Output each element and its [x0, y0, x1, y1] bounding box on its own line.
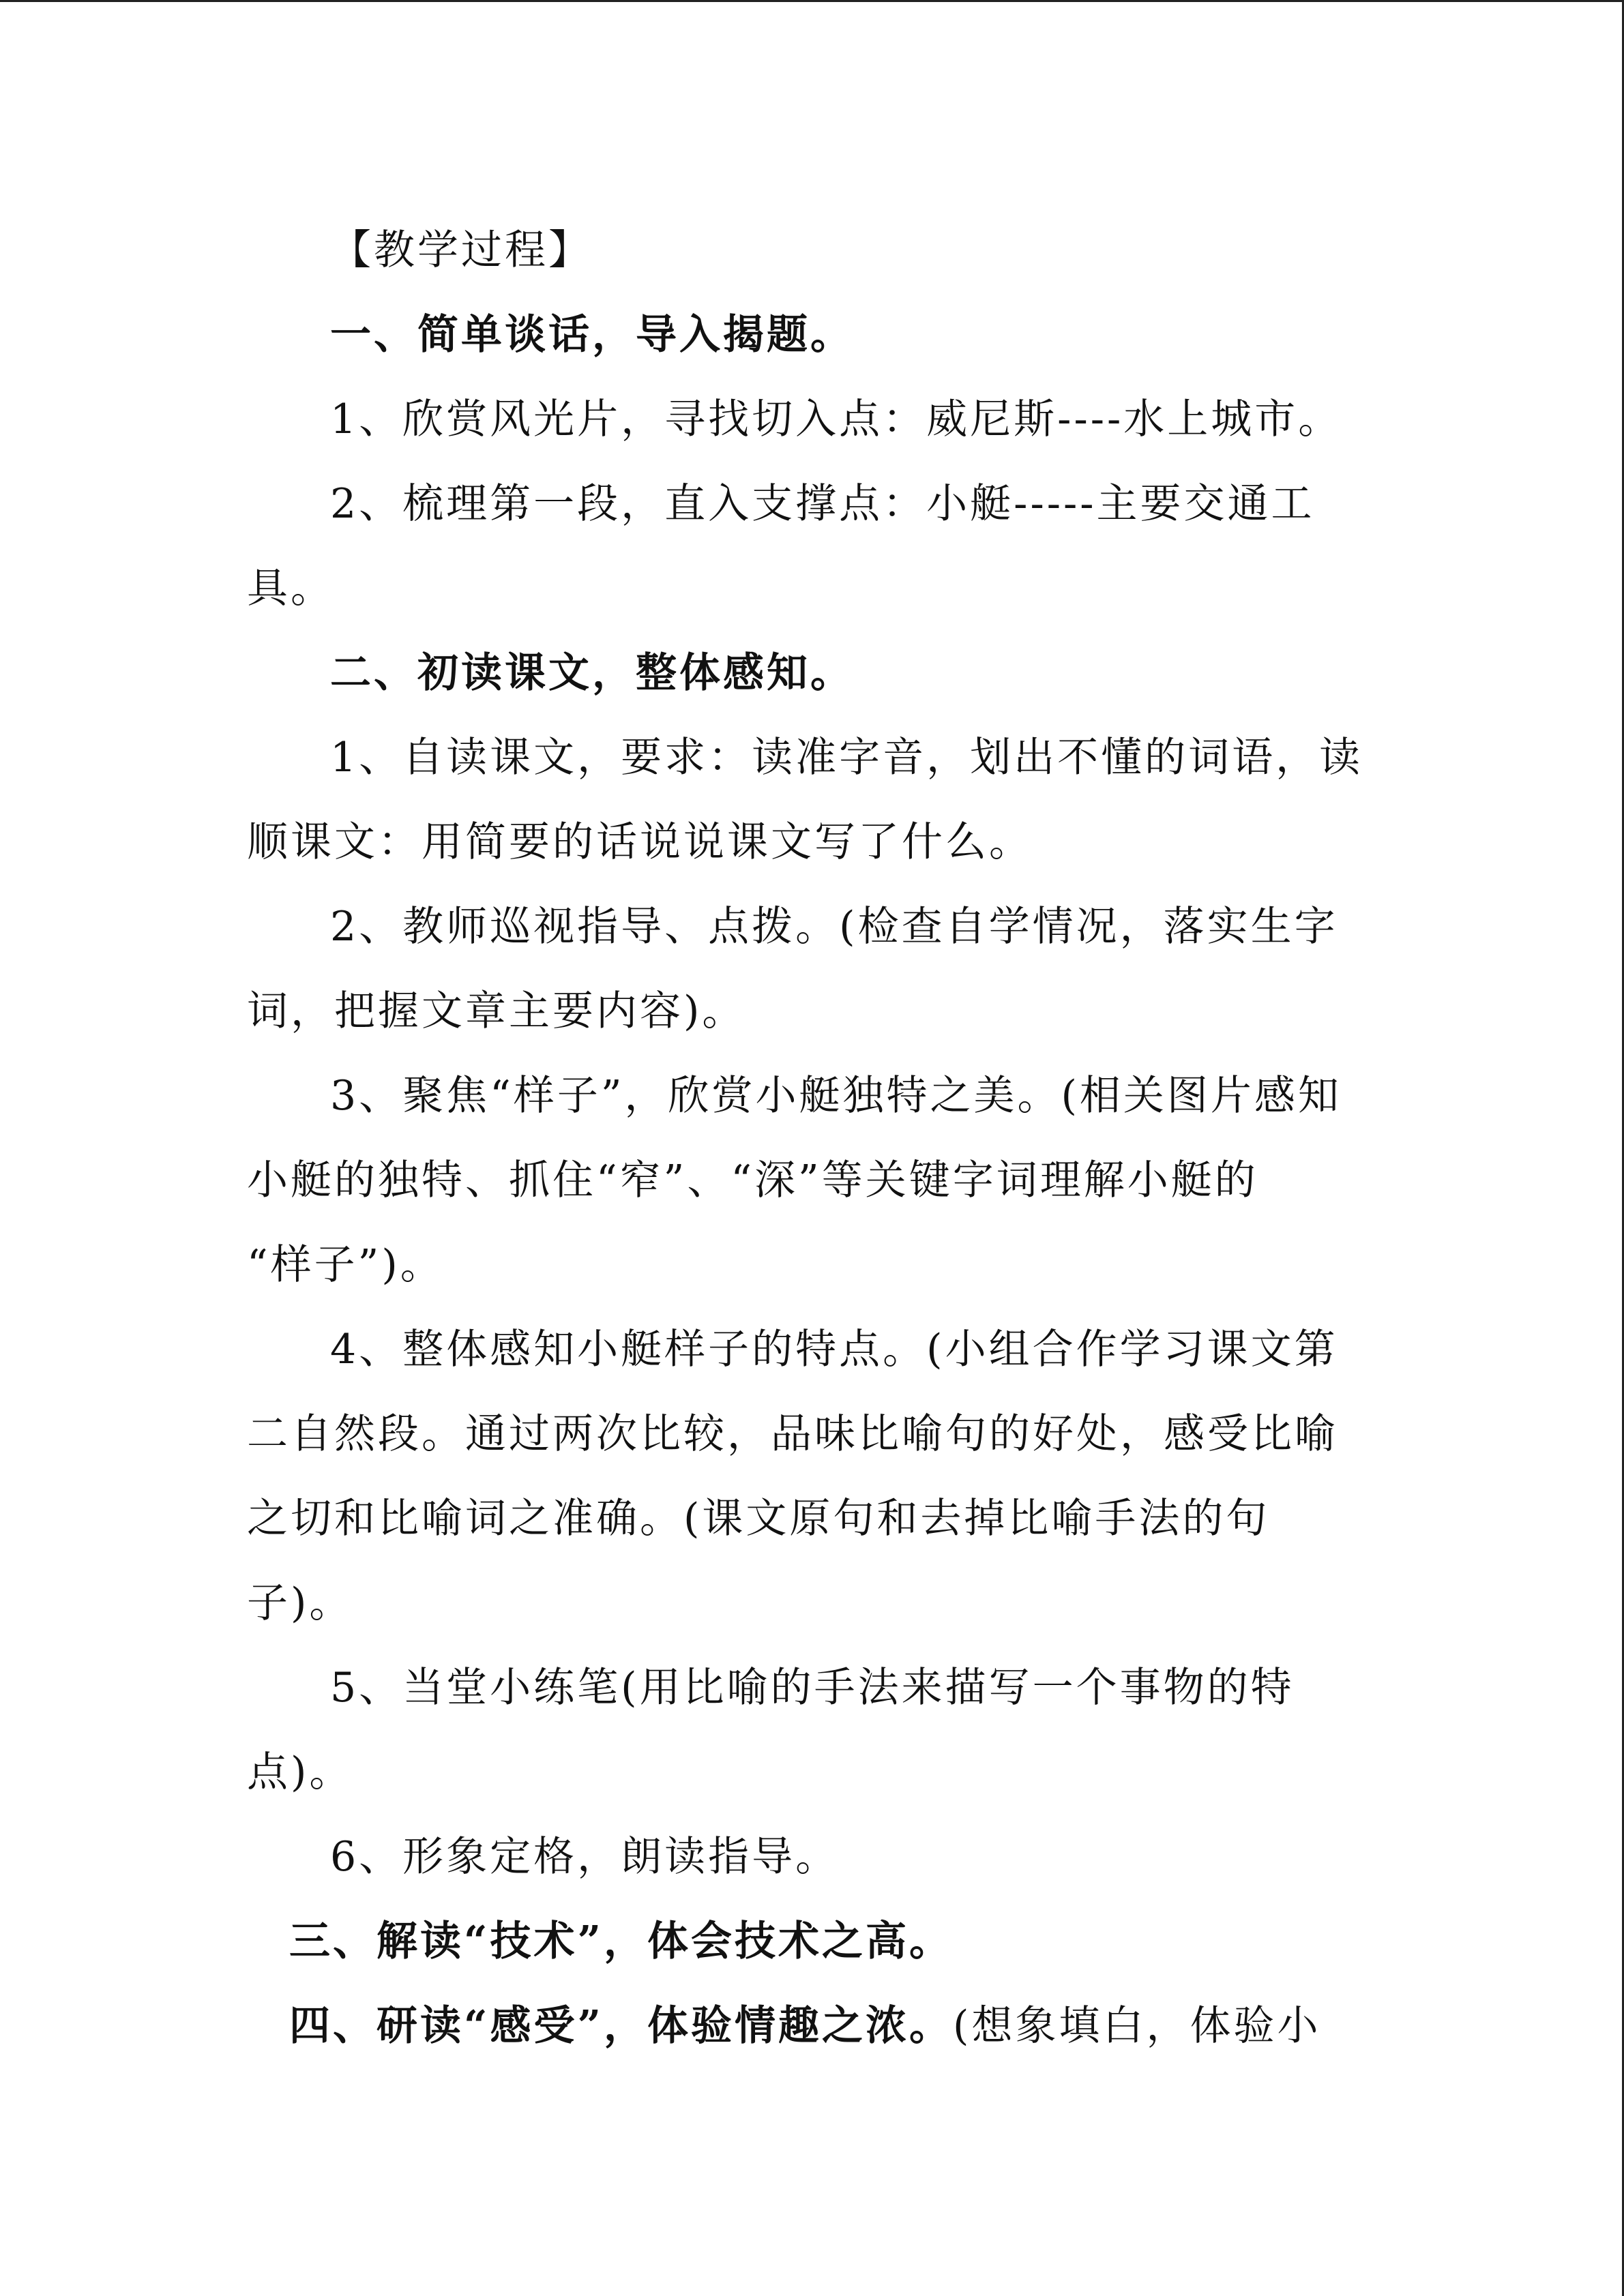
heading-part-one: 一、简单谈话，导入揭题。	[330, 311, 854, 359]
paragraph-line: 二自然段。通过两次比较，品味比喻句的好处，感受比喻	[247, 1410, 1338, 1458]
paragraph-line: 6、形象定格，朗读指导。	[330, 1833, 840, 1881]
paragraph-line: 3、聚焦“样子”，欣赏小艇独特之美。(相关图片感知	[330, 1072, 1342, 1120]
heading-part-two: 二、初读课文，整体感知。	[330, 649, 854, 697]
paragraph-line: 小艇的独特、抓住“窄”、“深”等关键字词理解小艇的	[247, 1157, 1258, 1204]
paragraph-line: 5、当堂小练笔(用比喻的手法来描写一个事物的特	[330, 1664, 1295, 1712]
paragraph-line: 之切和比喻词之准确。(课文原句和去掉比喻手法的句	[247, 1495, 1270, 1542]
paragraph-line: 2、教师巡视指导、点拨。(检查自学情况，落实生字	[330, 903, 1338, 951]
paragraph-line: 1、自读课文，要求：读准字音，划出不懂的词语，读	[330, 734, 1363, 781]
paragraph-line: 4、整体感知小艇样子的特点。(小组合作学习课文第	[330, 1326, 1338, 1373]
document-body	[247, 208, 1372, 2068]
paragraph-line: “样子”)。	[247, 1241, 444, 1289]
paragraph-line: 点)。	[247, 1748, 353, 1796]
paragraph-line: 2、梳理第一段，直入支撑点：小艇-----主要交通工	[330, 480, 1315, 528]
heading-part-three: 三、解读“技术”，体会技术之高。	[289, 1918, 954, 1965]
paragraph-line: 顺课文：用简要的话说说课文写了什么。	[247, 818, 1033, 866]
heading-part-four	[247, 1984, 1372, 2068]
paragraph-line: 具。	[247, 565, 334, 612]
page-border-top	[0, 0, 1624, 2]
heading-part-four-bold: 四、研读“感受”，体验情趣之浓。	[289, 2002, 954, 2050]
paragraph-line: 词，把握文章主要内容)。	[247, 987, 746, 1035]
section-header-teaching-process: 【教学过程】	[330, 226, 592, 274]
paragraph-line: 子)。	[247, 1579, 353, 1627]
paragraph-line: 1、欣赏风光片，寻找切入点：威尼斯----水上城市。	[330, 396, 1342, 443]
heading-part-four-rest: (想象填白，体验小	[953, 2002, 1321, 2050]
